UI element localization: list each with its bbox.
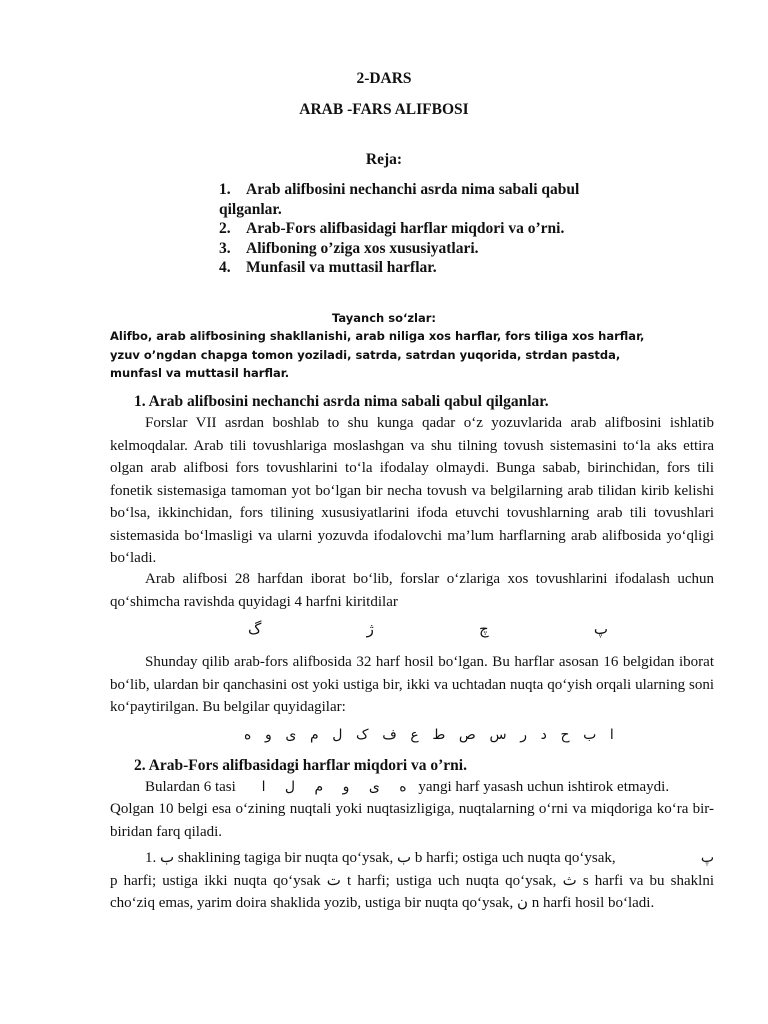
section-1-paragraph-2: Arab alifbosi 28 harfdan iborat bo‘lib, forslar o‘zlariga xos tovushlarini ifodalash uchun qo‘shimcha ravishda quyidagi 4 harfni kiritdilar	[110, 571, 714, 610]
base-sign: و	[264, 727, 272, 743]
six-letter: ا	[261, 779, 266, 795]
six-letter: ل	[284, 779, 296, 795]
base-sign: ب	[583, 727, 597, 743]
section-2-first-line	[145, 776, 715, 799]
persian-letter: پ	[593, 620, 608, 638]
six-letter: ه	[399, 779, 407, 795]
plan-heading: Reja:	[365, 151, 403, 168]
plan-item: 3. Alifboning o’ziga xos xususiyatlari.	[219, 239, 479, 257]
persian-letter: ژ	[366, 620, 374, 638]
base-sign: ح	[560, 727, 570, 743]
plan-list	[219, 180, 639, 278]
keywords-line: Alifbo, arab alifbosining shakllanishi, arab niliga xos harflar, fors tiligа xos harflar,	[110, 329, 645, 343]
section-1-paragraph-3: Shunday qilib arab-fors alifbosida 32 harf hosil bo‘lgan. Bu harflar asosan 16 belgidan iborat bo‘lib, ulardan bir qanchasini ost yoki ustiga bir, ikki va uchtadan nuqta qo‘yish orqali ularning soni ko‘paytirilgan. Bu belgilar quyidagilar:	[110, 654, 714, 715]
section-2-paragraph-rule-1: 1. ب shaklining tagiga bir nuqta qo‘ysak, ب b harfi; ostiga uch nuqta qo‘ysak, پ p harfi; ustiga ikki nuqta qo‘ysak ت t harfi; ustiga uch nuqta qo‘ysak, ث s harfi va bu shaklni cho‘ziq emas, yarim doira shaklida yozib, ustiga bir nuqta qo‘ysak, ن n harfi hosil bo‘ladi.	[110, 850, 715, 911]
six-letters	[262, 776, 407, 799]
base-sign: ع	[410, 727, 419, 743]
base-sign: ه	[244, 727, 252, 743]
section-2-heading: 2. Arab-Fors alifbasidagi harflar miqdori va o’rni.	[134, 757, 467, 774]
base-sign: ص	[458, 727, 476, 743]
base-sign: ل	[332, 727, 343, 743]
keywords-heading: Tayanch so‘zlar:	[332, 311, 436, 325]
base-sign: س	[489, 727, 507, 743]
keywords-line: munfasl va muttasil harflar.	[110, 366, 290, 380]
lesson-title: ARAB -FARS ALIFBOSI	[299, 101, 469, 118]
base-sign: ط	[432, 727, 446, 743]
six-letter: ی	[368, 779, 380, 795]
plan-item: 1. Arab alifbosini nechanchi asrda nima sabali qabul	[219, 181, 580, 198]
lesson-number: 2-DARS	[356, 70, 412, 87]
base-signs-row	[244, 727, 614, 743]
base-sign: د	[540, 727, 547, 743]
section-1-heading: 1. Arab alifbosini nechanchi asrda nima sabali qabul qilganlar.	[134, 393, 549, 410]
base-sign: ف	[382, 727, 397, 743]
persian-letter: چ	[479, 620, 489, 638]
keywords-body	[110, 327, 710, 383]
section-2-line-start: Bulardan 6 tasi	[145, 779, 236, 795]
six-letter: م	[314, 779, 324, 795]
section-2-line-end: yangi harf yasash uchun ishtirok etmaydi.	[418, 779, 670, 795]
base-sign: ر	[520, 727, 527, 743]
persian-letters-row	[248, 620, 608, 638]
section-2-paragraph: Qolgan 10 belgi esa o‘zining nuqtali yoki nuqtasizligiga, nuqtalarning o‘rni va miqdoriga ko‘ra bir-biridan farq qiladi.	[110, 801, 714, 840]
plan-item: 2. Arab-Fors alifbasidagi harflar miqdori va o’rni.	[219, 220, 565, 237]
base-sign: م	[309, 727, 319, 743]
plan-item-continued: qilganlar.	[219, 200, 282, 218]
base-sign: ا	[609, 727, 614, 743]
section-1-paragraph-1: Forslar VII asrdan boshlab to shu kunga qadar o‘z yozuvlarida arab alifbosini ishlatib kelmoqdalar. Arab tili tovushlariga moslashgan va shu tilning tovush sistemasini to‘la aks ettira olgan arab alifbosi fors tovushlarini to‘la ifodalay olmaydi. Bunga sabab, birinchidan, fors tili fonetik sistemasiga tamoman yot bo‘lgan bir necha tovush va belgilarning arab tilidan kirib kelishi bo‘lsa, ikkinchidan, fors tilining xususiyatlarini ifoda etuvchi tovushlarning arab tili tovushlari sistemasida bo‘lmasligi va ularni yozuvda ifodalovchi ma’lum harflarning arab alifbosida yo‘qligi bo‘ladi.	[110, 415, 714, 566]
plan-item: 4. Munfasil va muttasil harflar.	[219, 259, 437, 276]
base-sign: ی	[285, 727, 297, 743]
base-sign: ک	[356, 727, 369, 743]
six-letter: و	[342, 779, 350, 795]
keywords-line: yzuv o’ngdan chapga tomon yoziladi, satrda, satrdan yuqorida, strdan pastda,	[110, 347, 621, 362]
persian-letter: گ	[248, 620, 262, 638]
